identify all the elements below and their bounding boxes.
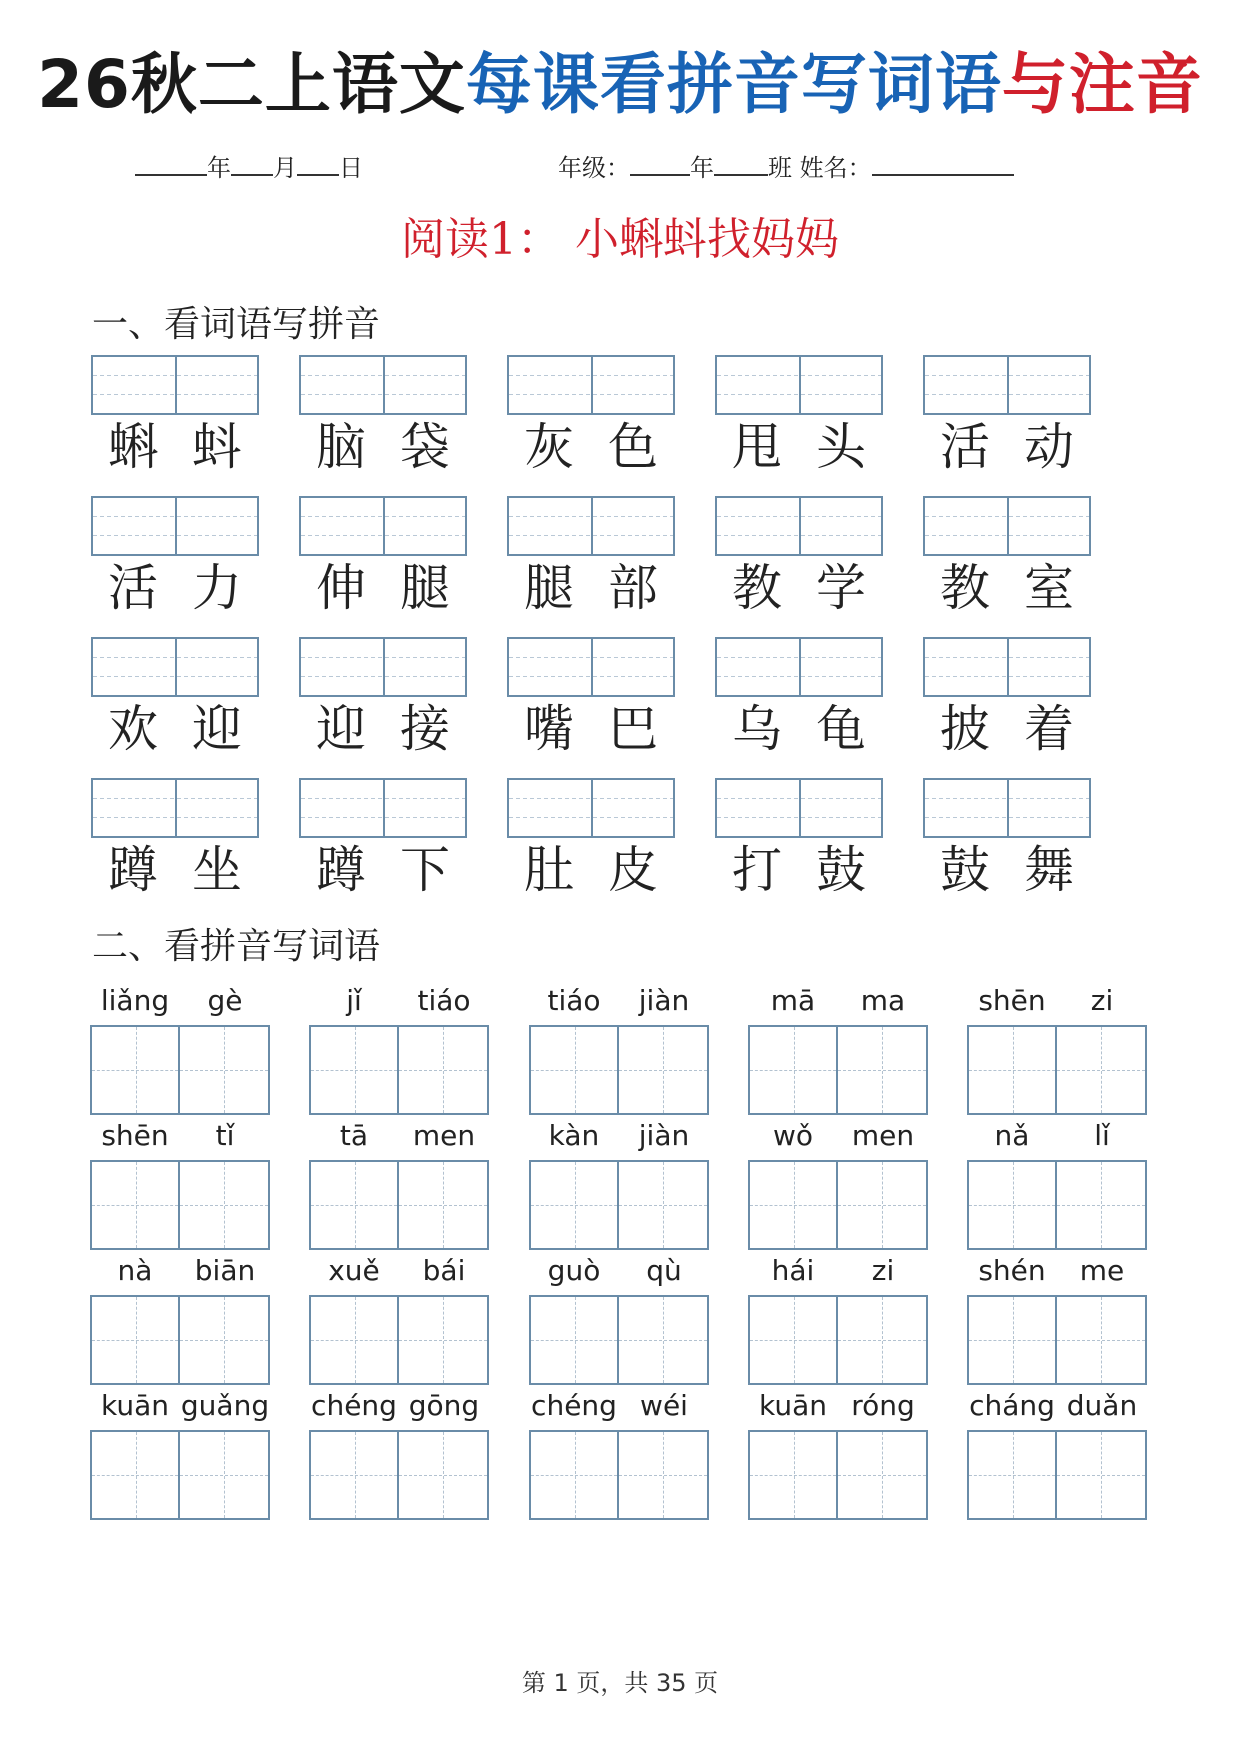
tianzige-cell[interactable] <box>838 1160 928 1250</box>
date-line <box>135 148 363 188</box>
tianzige-cell[interactable] <box>399 1025 489 1115</box>
pinyin-writing-box[interactable] <box>923 778 1091 838</box>
word-characters <box>299 558 467 618</box>
word-characters <box>91 699 259 759</box>
pinyin-syllable: ma <box>860 984 906 1017</box>
title-part-black: 26秋二上语文 <box>37 46 466 123</box>
hanzi-char: 迎 <box>192 700 242 758</box>
hanzi-char: 教 <box>732 559 782 617</box>
tianzige-cell[interactable] <box>90 1025 180 1115</box>
tianzige-pair <box>967 1430 1147 1520</box>
title-part-red: 与注音 <box>1001 46 1203 123</box>
tianzige-cell[interactable] <box>309 1295 399 1385</box>
pinyin-syllable: tā <box>339 1119 369 1152</box>
pinyin-syllable: chéng <box>531 1389 617 1422</box>
tianzige-cell[interactable] <box>838 1025 928 1115</box>
pinyin-label <box>748 1386 928 1426</box>
tianzige-cell[interactable] <box>967 1295 1057 1385</box>
pinyin-label <box>309 1116 489 1156</box>
word-characters <box>715 840 883 900</box>
tianzige-cell[interactable] <box>619 1160 709 1250</box>
pinyin-syllable: jǐ <box>346 984 362 1017</box>
tianzige-cell[interactable] <box>967 1160 1057 1250</box>
pinyin-syllable: jiàn <box>638 984 690 1017</box>
pinyin-syllable: gè <box>207 984 243 1017</box>
pinyin-label <box>529 1386 709 1426</box>
tianzige-cell[interactable] <box>748 1025 838 1115</box>
page-title <box>0 40 1240 130</box>
pinyin-writing-box[interactable] <box>715 778 883 838</box>
tianzige-cell[interactable] <box>1057 1160 1147 1250</box>
pinyin-writing-box[interactable] <box>923 496 1091 556</box>
tianzige-pair <box>309 1295 489 1385</box>
hanzi-char: 肚 <box>524 841 574 899</box>
pinyin-syllable: liǎng <box>100 984 170 1017</box>
section1-heading: 一、看词语写拼音 <box>92 304 381 345</box>
hanzi-char: 蹲 <box>108 841 158 899</box>
tianzige-cell[interactable] <box>529 1295 619 1385</box>
pinyin-label <box>309 1251 489 1291</box>
word-characters <box>299 840 467 900</box>
pinyin-syllable: róng <box>851 1389 915 1422</box>
pinyin-writing-box[interactable] <box>507 355 675 415</box>
pinyin-syllable: tiáo <box>417 984 471 1017</box>
tianzige-pair <box>90 1430 270 1520</box>
pinyin-syllable: shēn <box>978 984 1046 1017</box>
grade-year-label: 年 <box>690 154 714 182</box>
pinyin-label <box>748 1251 928 1291</box>
pinyin-writing-box[interactable] <box>507 496 675 556</box>
word-characters <box>299 699 467 759</box>
tianzige-pair <box>529 1430 709 1520</box>
tianzige-pair <box>529 1295 709 1385</box>
word-characters <box>715 417 883 477</box>
hanzi-char: 动 <box>1024 418 1074 476</box>
hanzi-char: 灰 <box>524 418 574 476</box>
pinyin-syllable: hái <box>771 1254 815 1287</box>
word-characters <box>507 840 675 900</box>
hanzi-char: 下 <box>400 841 450 899</box>
pinyin-syllable: chéng <box>311 1389 397 1422</box>
tianzige-cell[interactable] <box>90 1160 180 1250</box>
tianzige-pair <box>529 1160 709 1250</box>
word-characters <box>91 840 259 900</box>
pinyin-label <box>967 1251 1147 1291</box>
word-characters <box>923 417 1091 477</box>
section2-heading: 二、看拼音写词语 <box>92 926 381 967</box>
pinyin-writing-box[interactable] <box>923 355 1091 415</box>
pinyin-syllable: guò <box>547 1254 601 1287</box>
tianzige-pair <box>748 1430 928 1520</box>
pinyin-syllable: guǎng <box>180 1389 270 1422</box>
pinyin-syllable: wéi <box>640 1389 688 1422</box>
tianzige-pair <box>748 1025 928 1115</box>
word-characters <box>715 699 883 759</box>
pinyin-syllable: men <box>412 1119 476 1152</box>
tianzige-pair <box>309 1025 489 1115</box>
pinyin-writing-box[interactable] <box>507 637 675 697</box>
tianzige-pair <box>967 1295 1147 1385</box>
tianzige-cell[interactable] <box>90 1430 180 1520</box>
pinyin-syllable: kuān <box>100 1389 169 1422</box>
pinyin-syllable: kàn <box>548 1119 600 1152</box>
class-line <box>558 148 1014 188</box>
tianzige-cell[interactable] <box>838 1430 928 1520</box>
pinyin-label <box>90 981 270 1021</box>
hanzi-char: 披 <box>940 700 990 758</box>
pinyin-syllable: me <box>1079 1254 1125 1287</box>
pinyin-label <box>967 1116 1147 1156</box>
day-blank[interactable] <box>297 148 339 176</box>
tianzige-pair <box>309 1160 489 1250</box>
year-label: 年 <box>207 154 231 182</box>
hanzi-char: 活 <box>108 559 158 617</box>
name-label: 姓名： <box>799 154 872 182</box>
tianzige-cell[interactable] <box>309 1025 399 1115</box>
hanzi-char: 皮 <box>608 841 658 899</box>
pinyin-writing-box[interactable] <box>91 778 259 838</box>
tianzige-cell[interactable] <box>967 1430 1057 1520</box>
hanzi-char: 腿 <box>524 559 574 617</box>
hanzi-char: 伸 <box>316 559 366 617</box>
word-characters <box>507 558 675 618</box>
pinyin-writing-box[interactable] <box>299 637 467 697</box>
pinyin-label <box>748 981 928 1021</box>
grade-label: 年级： <box>558 154 630 182</box>
pinyin-label <box>529 981 709 1021</box>
hanzi-char: 蝌 <box>108 418 158 476</box>
pinyin-writing-box[interactable] <box>923 637 1091 697</box>
hanzi-char: 部 <box>608 559 658 617</box>
pinyin-syllable: tǐ <box>215 1119 235 1152</box>
pinyin-writing-box[interactable] <box>91 496 259 556</box>
hanzi-char: 坐 <box>192 841 242 899</box>
tianzige-cell[interactable] <box>180 1430 270 1520</box>
word-characters <box>507 417 675 477</box>
title-part-blue: 每课看拼音写词语 <box>465 46 1002 123</box>
class-blank[interactable] <box>714 148 768 176</box>
pinyin-label <box>748 1116 928 1156</box>
pinyin-writing-box[interactable] <box>299 496 467 556</box>
word-characters <box>91 417 259 477</box>
tianzige-cell[interactable] <box>748 1160 838 1250</box>
pinyin-syllable: tiáo <box>547 984 601 1017</box>
hanzi-char: 嘴 <box>524 700 574 758</box>
word-characters <box>715 558 883 618</box>
pinyin-syllable: nǎ <box>994 1119 1030 1152</box>
hanzi-char: 活 <box>940 418 990 476</box>
word-characters <box>923 558 1091 618</box>
pinyin-label <box>967 1386 1147 1426</box>
tianzige-pair <box>748 1160 928 1250</box>
pinyin-writing-box[interactable] <box>715 637 883 697</box>
year-blank[interactable] <box>135 148 207 176</box>
tianzige-cell[interactable] <box>180 1160 270 1250</box>
tianzige-pair <box>967 1025 1147 1115</box>
pinyin-syllable: qù <box>646 1254 682 1287</box>
tianzige-cell[interactable] <box>529 1160 619 1250</box>
tianzige-pair <box>90 1025 270 1115</box>
tianzige-cell[interactable] <box>1057 1295 1147 1385</box>
hanzi-char: 甩 <box>732 418 782 476</box>
hanzi-char: 色 <box>608 418 658 476</box>
pinyin-label <box>309 1386 489 1426</box>
hanzi-char: 龟 <box>816 700 866 758</box>
hanzi-char: 打 <box>732 841 782 899</box>
word-characters <box>923 699 1091 759</box>
tianzige-cell[interactable] <box>309 1160 399 1250</box>
pinyin-syllable: biān <box>194 1254 256 1287</box>
tianzige-cell[interactable] <box>967 1025 1057 1115</box>
tianzige-cell[interactable] <box>619 1025 709 1115</box>
pinyin-writing-box[interactable] <box>715 355 883 415</box>
hanzi-char: 接 <box>400 700 450 758</box>
hanzi-char: 蚪 <box>192 418 242 476</box>
word-characters <box>91 558 259 618</box>
pinyin-syllable: kuān <box>758 1389 827 1422</box>
tianzige-pair <box>90 1295 270 1385</box>
tianzige-cell[interactable] <box>1057 1430 1147 1520</box>
hanzi-char: 腿 <box>400 559 450 617</box>
tianzige-cell[interactable] <box>748 1295 838 1385</box>
pinyin-label <box>309 981 489 1021</box>
month-blank[interactable] <box>231 148 273 176</box>
pinyin-writing-box[interactable] <box>299 778 467 838</box>
lesson-title: 阅读1： 小蝌蚪找妈妈 <box>401 214 839 265</box>
tianzige-cell[interactable] <box>309 1430 399 1520</box>
month-label: 月 <box>273 154 297 182</box>
pinyin-label <box>90 1251 270 1291</box>
day-label: 日 <box>339 154 363 182</box>
hanzi-char: 鼓 <box>816 841 866 899</box>
pinyin-syllable: nà <box>117 1254 153 1287</box>
pinyin-syllable: shēn <box>101 1119 169 1152</box>
tianzige-pair <box>90 1160 270 1250</box>
pinyin-label <box>529 1116 709 1156</box>
hanzi-char: 教 <box>940 559 990 617</box>
tianzige-cell[interactable] <box>619 1430 709 1520</box>
tianzige-cell[interactable] <box>529 1025 619 1115</box>
pinyin-writing-box[interactable] <box>299 355 467 415</box>
hanzi-char: 鼓 <box>940 841 990 899</box>
tianzige-cell[interactable] <box>180 1025 270 1115</box>
pinyin-label <box>529 1251 709 1291</box>
hanzi-char: 着 <box>1024 700 1074 758</box>
tianzige-pair <box>309 1430 489 1520</box>
pinyin-writing-box[interactable] <box>507 778 675 838</box>
pinyin-label <box>967 981 1147 1021</box>
class-label: 班 <box>768 154 792 182</box>
pinyin-syllable: xuě <box>328 1254 380 1287</box>
hanzi-char: 蹲 <box>316 841 366 899</box>
hanzi-char: 室 <box>1024 559 1074 617</box>
pinyin-syllable: cháng <box>969 1389 1055 1422</box>
pinyin-syllable: duǎn <box>1066 1389 1138 1422</box>
pinyin-syllable: zi <box>1090 984 1114 1017</box>
pinyin-writing-box[interactable] <box>91 355 259 415</box>
tianzige-cell[interactable] <box>619 1295 709 1385</box>
pinyin-syllable: lǐ <box>1094 1119 1110 1152</box>
pinyin-syllable: shén <box>978 1254 1046 1287</box>
tianzige-cell[interactable] <box>529 1430 619 1520</box>
hanzi-char: 学 <box>816 559 866 617</box>
word-characters <box>299 417 467 477</box>
hanzi-char: 袋 <box>400 418 450 476</box>
pinyin-label <box>90 1116 270 1156</box>
hanzi-char: 舞 <box>1024 841 1074 899</box>
tianzige-cell[interactable] <box>838 1295 928 1385</box>
hanzi-char: 欢 <box>108 700 158 758</box>
tianzige-cell[interactable] <box>180 1295 270 1385</box>
pinyin-syllable: jiàn <box>638 1119 690 1152</box>
pinyin-syllable: mā <box>770 984 816 1017</box>
tianzige-pair <box>748 1295 928 1385</box>
tianzige-cell[interactable] <box>399 1295 489 1385</box>
tianzige-pair <box>967 1160 1147 1250</box>
hanzi-char: 力 <box>192 559 242 617</box>
hanzi-char: 迎 <box>316 700 366 758</box>
pinyin-syllable: men <box>851 1119 915 1152</box>
hanzi-char: 巴 <box>608 700 658 758</box>
hanzi-char: 头 <box>816 418 866 476</box>
pinyin-syllable: gōng <box>408 1389 480 1422</box>
tianzige-cell[interactable] <box>90 1295 180 1385</box>
page-footer: 第 1 页，共 35 页 <box>521 1669 719 1697</box>
tianzige-cell[interactable] <box>748 1430 838 1520</box>
pinyin-syllable: wǒ <box>772 1119 814 1152</box>
hanzi-char: 乌 <box>732 700 782 758</box>
word-characters <box>507 699 675 759</box>
tianzige-cell[interactable] <box>399 1160 489 1250</box>
grade-blank[interactable] <box>630 148 690 176</box>
name-blank[interactable] <box>872 148 1014 176</box>
tianzige-pair <box>529 1025 709 1115</box>
pinyin-label <box>90 1386 270 1426</box>
tianzige-cell[interactable] <box>1057 1025 1147 1115</box>
word-characters <box>923 840 1091 900</box>
pinyin-syllable: zi <box>871 1254 895 1287</box>
pinyin-syllable: bái <box>422 1254 466 1287</box>
hanzi-char: 脑 <box>316 418 366 476</box>
pinyin-writing-box[interactable] <box>715 496 883 556</box>
tianzige-cell[interactable] <box>399 1430 489 1520</box>
pinyin-writing-box[interactable] <box>91 637 259 697</box>
